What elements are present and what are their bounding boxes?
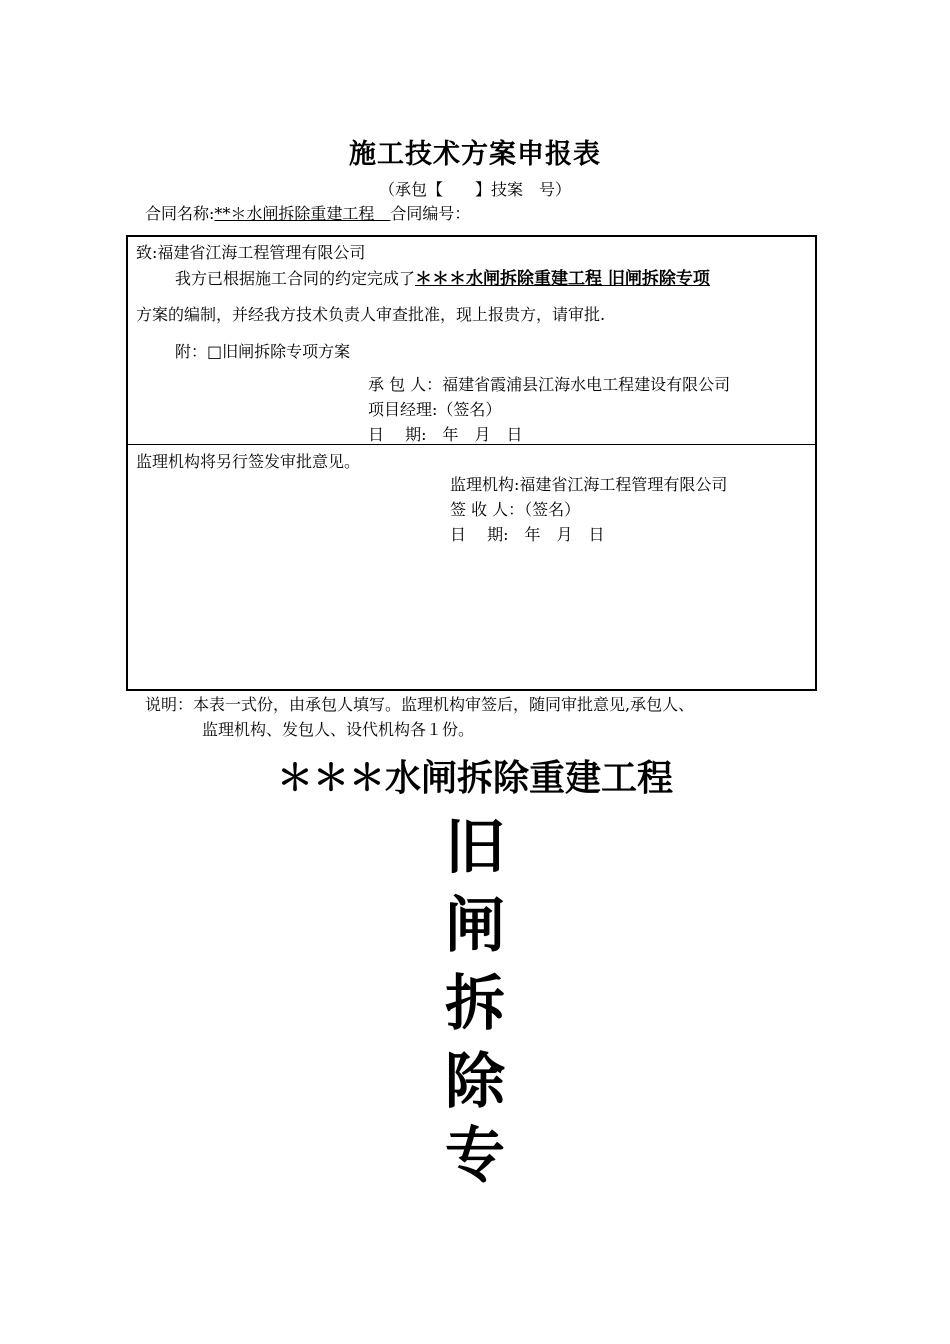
- attachment-text: 旧闸拆除专项方案: [222, 342, 351, 361]
- footnote-line-2: 监理机构、发包人、设代机构各１份。: [202, 720, 475, 739]
- cover-vertical-char: 拆: [445, 969, 505, 1039]
- supervision-org-line: 监理机构:福建省江海工程管理有限公司: [450, 475, 728, 494]
- form-subtitle: （承包【 】技案 号）: [378, 180, 571, 199]
- body-line-2: 方案的编制，并经我方技术负责人审查批准，现上报贵方，请审批.: [136, 305, 606, 324]
- attachment-label: 附：: [175, 342, 208, 361]
- form-title: 施工技术方案申报表: [349, 139, 601, 170]
- receiver-signature-line: 签 收 人：（签名）: [450, 500, 581, 519]
- cover-vertical-char: 旧: [445, 813, 505, 883]
- cover-vertical-char: 闸: [445, 891, 505, 961]
- contract-name-value: **＊水闸拆除重建工程: [214, 204, 391, 223]
- cover-vertical-char: 除: [445, 1047, 505, 1117]
- attachment-line: [175, 339, 350, 362]
- contract-no-label: 合同编号：: [390, 204, 471, 223]
- addressee: 致:福建省江海工程管理有限公司: [136, 243, 366, 262]
- supervision-note: 监理机构将另行签发审批意见。: [136, 452, 361, 471]
- body-line-1: [175, 264, 710, 289]
- supervision-date-line: 日 期: 年 月 日: [450, 525, 605, 544]
- contractor-date-line: 日 期: 年 月 日: [368, 425, 523, 444]
- body-project: ＊＊＊水闸拆除重建工程 旧闸拆除专项: [415, 269, 710, 289]
- contract-name-label: 合同名称:: [145, 204, 215, 223]
- contract-line: [145, 201, 470, 224]
- section-divider: [128, 444, 815, 445]
- contractor-line: 承 包 人：福建省霞浦县江海水电工程建设有限公司: [368, 375, 731, 394]
- body-prefix: 我方已根据施工合同的约定完成了: [175, 269, 416, 288]
- manager-signature-line: 项目经理:（签名）: [368, 400, 502, 419]
- cover-project-title: ＊＊＊水闸拆除重建工程: [276, 758, 673, 799]
- checkbox-icon[interactable]: □: [207, 342, 223, 361]
- cover-vertical-char: 专: [445, 1121, 505, 1191]
- footnote-line-1: 说明：本表一式份，由承包人填写。监理机构审签后，随同审批意见,承包人、: [145, 695, 695, 714]
- form-table: [126, 235, 817, 691]
